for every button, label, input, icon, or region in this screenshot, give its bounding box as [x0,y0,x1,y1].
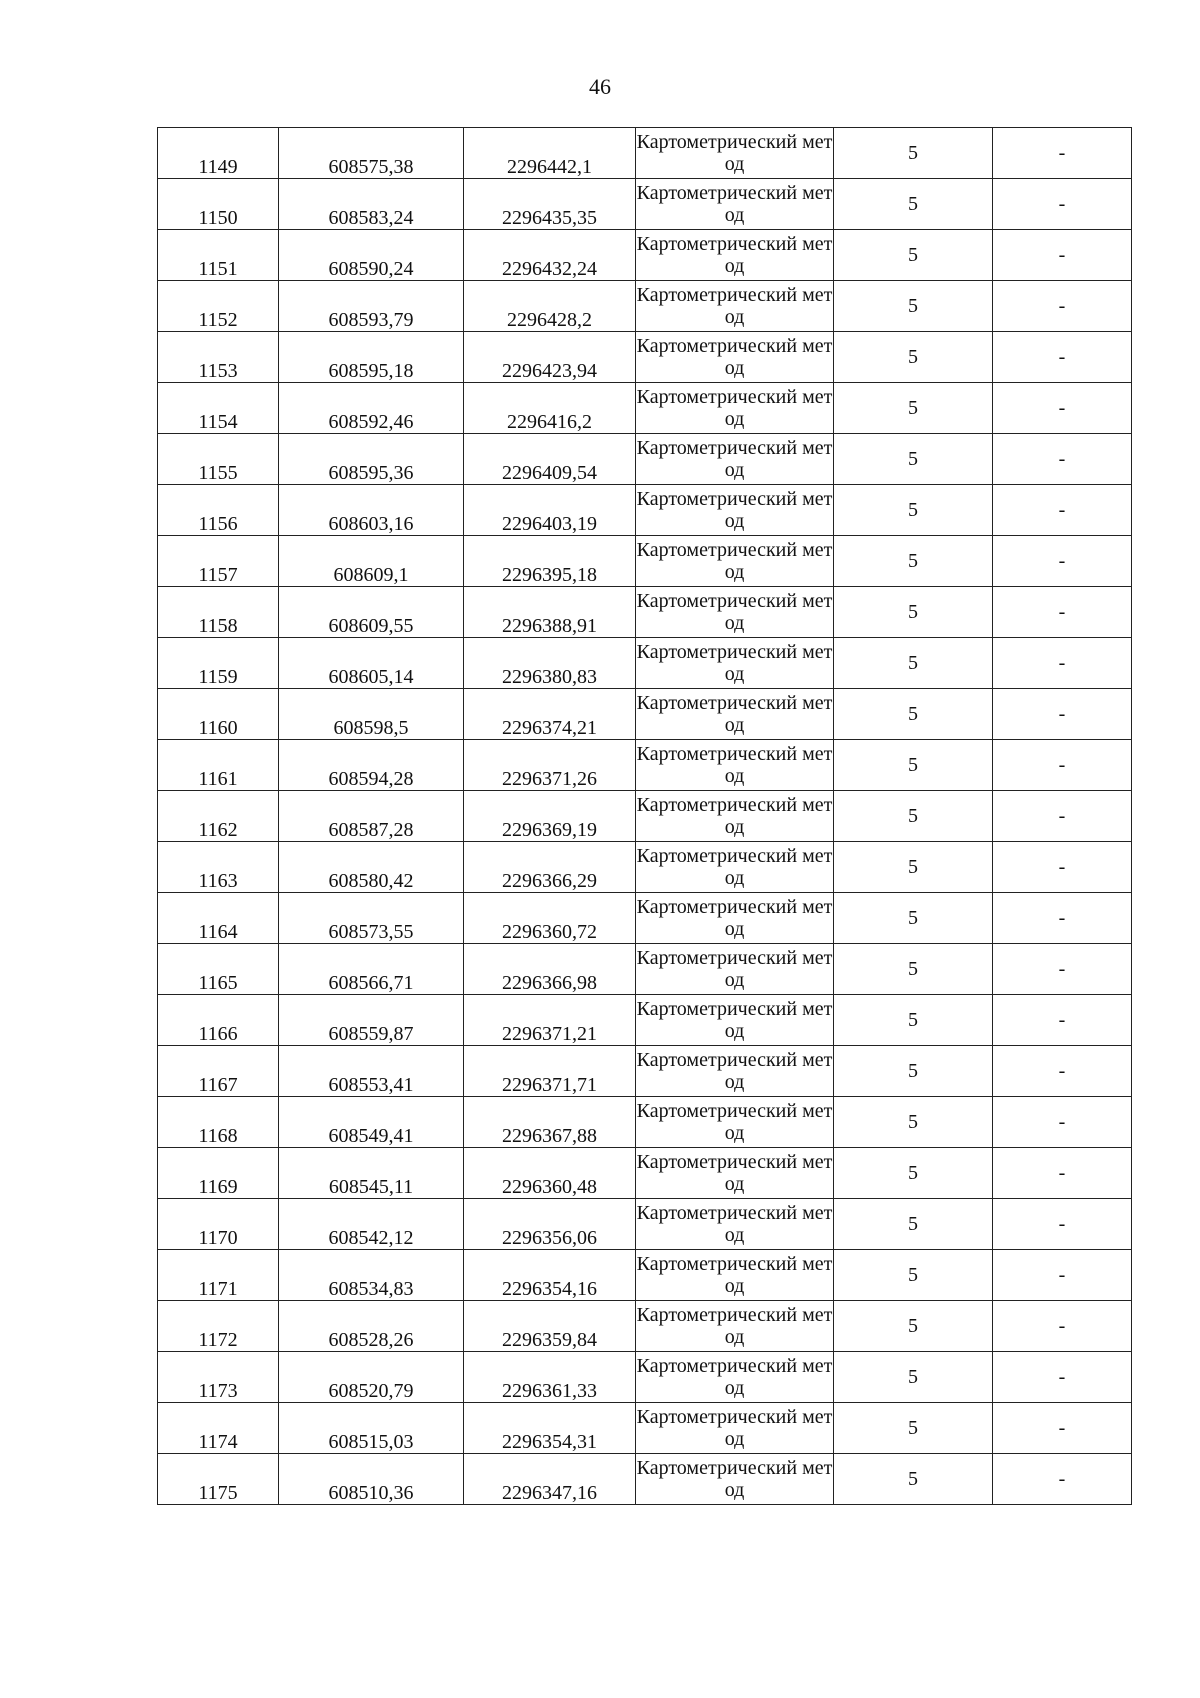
note-cell: - [993,791,1132,842]
point-number-cell: 1153 [158,332,279,383]
x-coordinate-cell: 608549,41 [279,1097,464,1148]
method-cell: Картометрический метод [636,128,834,179]
method-cell: Картометрический метод [636,587,834,638]
y-coordinate-cell: 2296369,19 [464,791,636,842]
y-coordinate-cell: 2296371,21 [464,995,636,1046]
point-number-cell: 1159 [158,638,279,689]
point-number-cell: 1158 [158,587,279,638]
method-cell: Картометрический метод [636,230,834,281]
y-coordinate-cell: 2296388,91 [464,587,636,638]
method-cell: Картометрический метод [636,638,834,689]
note-cell: - [993,332,1132,383]
method-cell: Картометрический метод [636,1403,834,1454]
x-coordinate-cell: 608566,71 [279,944,464,995]
x-coordinate-cell: 608594,28 [279,740,464,791]
table-row [158,1250,1132,1301]
accuracy-cell: 5 [834,128,993,179]
method-cell: Картометрический метод [636,1199,834,1250]
accuracy-cell: 5 [834,485,993,536]
y-coordinate-cell: 2296354,31 [464,1403,636,1454]
accuracy-cell: 5 [834,995,993,1046]
accuracy-cell: 5 [834,944,993,995]
table-row [158,383,1132,434]
note-cell: - [993,1454,1132,1505]
method-cell: Картометрический метод [636,1352,834,1403]
x-coordinate-cell: 608545,11 [279,1148,464,1199]
note-cell: - [993,1301,1132,1352]
note-cell: - [993,944,1132,995]
y-coordinate-cell: 2296374,21 [464,689,636,740]
note-cell: - [993,1250,1132,1301]
table-row [158,1352,1132,1403]
x-coordinate-cell: 608528,26 [279,1301,464,1352]
method-cell: Картометрический метод [636,1046,834,1097]
accuracy-cell: 5 [834,740,993,791]
method-cell: Картометрический метод [636,281,834,332]
method-cell: Картометрический метод [636,1148,834,1199]
accuracy-cell: 5 [834,1454,993,1505]
method-cell: Картометрический метод [636,893,834,944]
method-cell: Картометрический метод [636,434,834,485]
y-coordinate-cell: 2296360,72 [464,893,636,944]
note-cell: - [993,179,1132,230]
y-coordinate-cell: 2296416,2 [464,383,636,434]
table-row [158,944,1132,995]
x-coordinate-cell: 608575,38 [279,128,464,179]
note-cell: - [993,434,1132,485]
point-number-cell: 1171 [158,1250,279,1301]
accuracy-cell: 5 [834,383,993,434]
table-row [158,485,1132,536]
table-row [158,791,1132,842]
y-coordinate-cell: 2296371,26 [464,740,636,791]
point-number-cell: 1164 [158,893,279,944]
table-row [158,995,1132,1046]
point-number-cell: 1175 [158,1454,279,1505]
y-coordinate-cell: 2296371,71 [464,1046,636,1097]
point-number-cell: 1169 [158,1148,279,1199]
table-row [158,230,1132,281]
y-coordinate-cell: 2296354,16 [464,1250,636,1301]
note-cell: - [993,1097,1132,1148]
x-coordinate-cell: 608590,24 [279,230,464,281]
table-row [158,1097,1132,1148]
method-cell: Картометрический метод [636,1454,834,1505]
method-cell: Картометрический метод [636,179,834,230]
x-coordinate-cell: 608580,42 [279,842,464,893]
table-row [158,332,1132,383]
method-cell: Картометрический метод [636,1301,834,1352]
table-row [158,1199,1132,1250]
accuracy-cell: 5 [834,1097,993,1148]
note-cell: - [993,842,1132,893]
x-coordinate-cell: 608553,41 [279,1046,464,1097]
y-coordinate-cell: 2296423,94 [464,332,636,383]
table-row [158,1148,1132,1199]
x-coordinate-cell: 608605,14 [279,638,464,689]
y-coordinate-cell: 2296361,33 [464,1352,636,1403]
note-cell: - [993,1199,1132,1250]
x-coordinate-cell: 608603,16 [279,485,464,536]
accuracy-cell: 5 [834,842,993,893]
method-cell: Картометрический метод [636,332,834,383]
x-coordinate-cell: 608595,18 [279,332,464,383]
accuracy-cell: 5 [834,1199,993,1250]
note-cell: - [993,485,1132,536]
method-cell: Картометрический метод [636,740,834,791]
x-coordinate-cell: 608534,83 [279,1250,464,1301]
note-cell: - [993,128,1132,179]
note-cell: - [993,995,1132,1046]
note-cell: - [993,740,1132,791]
x-coordinate-cell: 608559,87 [279,995,464,1046]
accuracy-cell: 5 [834,1148,993,1199]
note-cell: - [993,1148,1132,1199]
y-coordinate-cell: 2296367,88 [464,1097,636,1148]
point-number-cell: 1150 [158,179,279,230]
point-number-cell: 1157 [158,536,279,587]
y-coordinate-cell: 2296347,16 [464,1454,636,1505]
accuracy-cell: 5 [834,179,993,230]
table-row [158,1046,1132,1097]
y-coordinate-cell: 2296356,06 [464,1199,636,1250]
table-body [158,128,1132,1505]
point-number-cell: 1161 [158,740,279,791]
y-coordinate-cell: 2296442,1 [464,128,636,179]
point-number-cell: 1163 [158,842,279,893]
note-cell: - [993,1046,1132,1097]
accuracy-cell: 5 [834,587,993,638]
note-cell: - [993,383,1132,434]
table-row [158,281,1132,332]
point-number-cell: 1154 [158,383,279,434]
note-cell: - [993,536,1132,587]
accuracy-cell: 5 [834,791,993,842]
point-number-cell: 1149 [158,128,279,179]
note-cell: - [993,230,1132,281]
point-number-cell: 1155 [158,434,279,485]
x-coordinate-cell: 608510,36 [279,1454,464,1505]
accuracy-cell: 5 [834,332,993,383]
point-number-cell: 1173 [158,1352,279,1403]
x-coordinate-cell: 608593,79 [279,281,464,332]
point-number-cell: 1162 [158,791,279,842]
note-cell: - [993,1352,1132,1403]
table-row [158,536,1132,587]
point-number-cell: 1172 [158,1301,279,1352]
page-number: 46 [589,74,611,99]
x-coordinate-cell: 608515,03 [279,1403,464,1454]
y-coordinate-cell: 2296366,98 [464,944,636,995]
method-cell: Картометрический метод [636,1097,834,1148]
y-coordinate-cell: 2296395,18 [464,536,636,587]
table-row [158,128,1132,179]
x-coordinate-cell: 608598,5 [279,689,464,740]
table-row [158,842,1132,893]
point-number-cell: 1165 [158,944,279,995]
y-coordinate-cell: 2296359,84 [464,1301,636,1352]
note-cell: - [993,281,1132,332]
accuracy-cell: 5 [834,536,993,587]
y-coordinate-cell: 2296403,19 [464,485,636,536]
x-coordinate-cell: 608595,36 [279,434,464,485]
accuracy-cell: 5 [834,281,993,332]
method-cell: Картометрический метод [636,995,834,1046]
y-coordinate-cell: 2296360,48 [464,1148,636,1199]
method-cell: Картометрический метод [636,842,834,893]
y-coordinate-cell: 2296435,35 [464,179,636,230]
point-number-cell: 1170 [158,1199,279,1250]
accuracy-cell: 5 [834,1403,993,1454]
method-cell: Картометрический метод [636,689,834,740]
point-number-cell: 1174 [158,1403,279,1454]
accuracy-cell: 5 [834,1046,993,1097]
note-cell: - [993,638,1132,689]
table-row [158,1301,1132,1352]
accuracy-cell: 5 [834,434,993,485]
y-coordinate-cell: 2296380,83 [464,638,636,689]
x-coordinate-cell: 608587,28 [279,791,464,842]
method-cell: Картометрический метод [636,1250,834,1301]
x-coordinate-cell: 608542,12 [279,1199,464,1250]
y-coordinate-cell: 2296428,2 [464,281,636,332]
method-cell: Картометрический метод [636,536,834,587]
method-cell: Картометрический метод [636,944,834,995]
point-number-cell: 1160 [158,689,279,740]
point-number-cell: 1168 [158,1097,279,1148]
point-number-cell: 1167 [158,1046,279,1097]
point-number-cell: 1151 [158,230,279,281]
accuracy-cell: 5 [834,689,993,740]
y-coordinate-cell: 2296366,29 [464,842,636,893]
table-row [158,434,1132,485]
point-number-cell: 1152 [158,281,279,332]
table-row [158,1454,1132,1505]
coordinates-table [157,127,1132,1505]
table-row [158,893,1132,944]
method-cell: Картометрический метод [636,791,834,842]
y-coordinate-cell: 2296432,24 [464,230,636,281]
table-row [158,179,1132,230]
method-cell: Картометрический метод [636,383,834,434]
x-coordinate-cell: 608592,46 [279,383,464,434]
note-cell: - [993,587,1132,638]
accuracy-cell: 5 [834,893,993,944]
x-coordinate-cell: 608609,1 [279,536,464,587]
x-coordinate-cell: 608573,55 [279,893,464,944]
note-cell: - [993,1403,1132,1454]
accuracy-cell: 5 [834,638,993,689]
table-row [158,638,1132,689]
note-cell: - [993,893,1132,944]
accuracy-cell: 5 [834,1301,993,1352]
accuracy-cell: 5 [834,230,993,281]
note-cell: - [993,689,1132,740]
method-cell: Картометрический метод [636,485,834,536]
accuracy-cell: 5 [834,1250,993,1301]
table-row [158,587,1132,638]
accuracy-cell: 5 [834,1352,993,1403]
table-row [158,1403,1132,1454]
table-row [158,689,1132,740]
y-coordinate-cell: 2296409,54 [464,434,636,485]
x-coordinate-cell: 608583,24 [279,179,464,230]
point-number-cell: 1156 [158,485,279,536]
point-number-cell: 1166 [158,995,279,1046]
x-coordinate-cell: 608609,55 [279,587,464,638]
x-coordinate-cell: 608520,79 [279,1352,464,1403]
table-row [158,740,1132,791]
